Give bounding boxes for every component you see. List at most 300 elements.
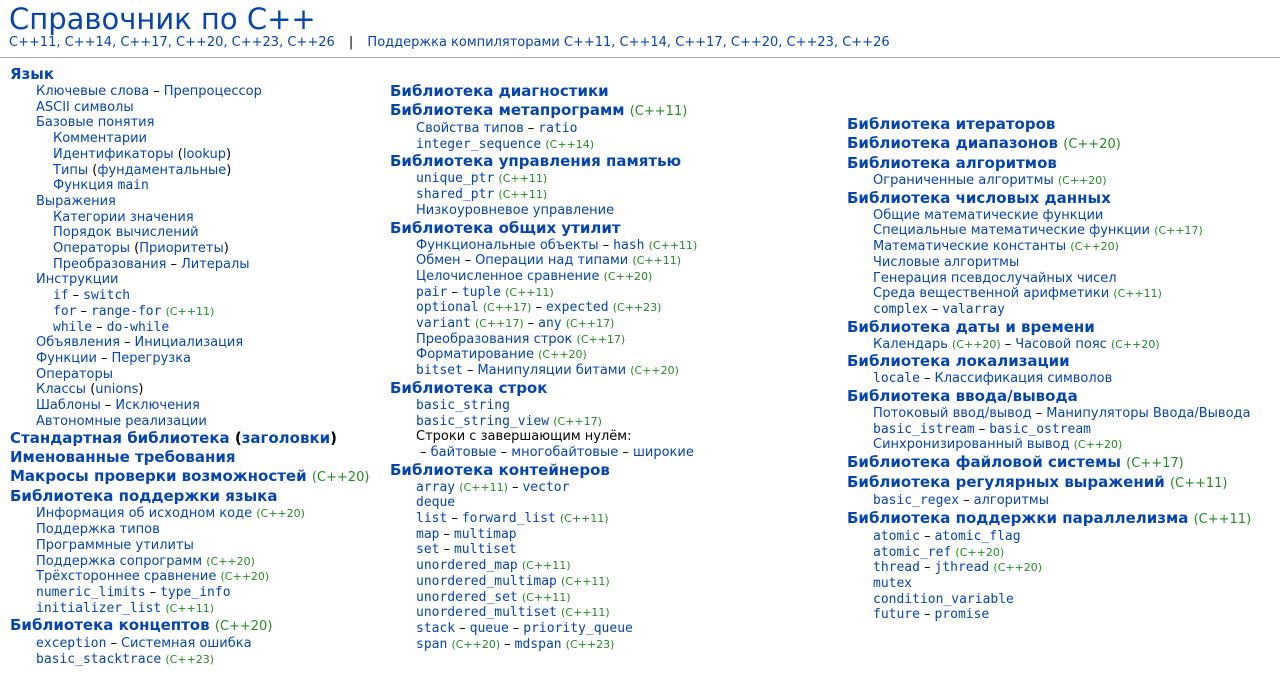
version-tag: (C++17) — [565, 317, 615, 331]
separator-dash: – — [170, 256, 177, 272]
list-item — [10, 210, 380, 226]
code-link[interactable]: mutex — [873, 575, 913, 591]
code-link[interactable]: switch — [83, 288, 131, 304]
code-link[interactable]: multiset — [453, 542, 517, 558]
compiler-support-link[interactable]: Поддержка компиляторами C++11, C++14, C++17, C++20, C++23, C++26 — [367, 35, 890, 50]
list-item — [390, 137, 830, 153]
list-item — [10, 194, 380, 210]
separator-dash: – — [923, 528, 931, 544]
code-link[interactable]: set — [416, 542, 440, 558]
separator-dash: – — [931, 301, 939, 317]
section-heading-link[interactable]: Библиотека файловой системы — [847, 453, 1121, 472]
section-heading-link[interactable]: Библиотека управления памятью — [390, 152, 682, 171]
paren: ( — [229, 429, 242, 448]
plain-text: – — [420, 444, 431, 460]
code-link[interactable]: unordered_map — [416, 558, 518, 574]
code-link[interactable]: shared_ptr — [416, 187, 495, 203]
list-item — [390, 429, 830, 445]
code-link[interactable]: future — [873, 607, 920, 623]
item-link[interactable]: Объявления — [36, 335, 120, 351]
separator-dash: – — [100, 350, 108, 366]
separator-dash: – — [459, 620, 466, 636]
item-link[interactable]: unions — [95, 382, 139, 398]
list-item — [10, 367, 380, 383]
list-item — [847, 493, 1277, 509]
list-item — [847, 437, 1277, 453]
code-link[interactable]: list — [416, 511, 448, 527]
plain-text: ) — [138, 382, 144, 398]
list-item — [10, 398, 380, 414]
list-item — [10, 414, 380, 430]
version-tag: (C++11) — [498, 188, 548, 202]
item-link[interactable]: Инструкции — [36, 272, 119, 288]
item-link[interactable]: Трёхстороннее сравнение — [36, 569, 217, 585]
section-heading-link[interactable]: Библиотека итераторов — [847, 115, 1056, 133]
list-item — [847, 592, 1277, 608]
list-item — [390, 398, 830, 414]
item-link[interactable]: Идентификаторы — [53, 146, 174, 162]
separator-dash: – — [464, 253, 472, 269]
section-heading — [390, 379, 830, 398]
item-link[interactable]: Классы — [36, 382, 87, 398]
separator-dash: – — [923, 607, 931, 623]
section-heading — [390, 152, 830, 171]
code-link[interactable]: atomic_ref — [873, 544, 952, 560]
version-tag: (C++11) — [1169, 476, 1228, 492]
item-link[interactable]: Общие математические функции — [873, 207, 1104, 223]
list-item — [390, 511, 830, 527]
list-item — [10, 506, 380, 522]
item-link[interactable]: Ограниченные алгоритмы — [873, 173, 1054, 188]
item-link[interactable]: Свойства типов — [416, 121, 524, 136]
item-link[interactable]: Типы — [53, 162, 89, 178]
section-heading-link[interactable]: Библиотека ввода/вывода — [847, 387, 1078, 406]
section-heading-link[interactable]: Библиотека диагностики — [390, 82, 609, 100]
section-heading-link[interactable]: Библиотека числовых данных — [847, 188, 1111, 207]
plain-text: – — [618, 444, 633, 460]
section-heading-link[interactable]: Библиотека метапрограмм — [390, 101, 625, 119]
version-tag: (C++11) — [498, 172, 548, 186]
list-item — [847, 223, 1277, 239]
section-heading-link[interactable]: Библиотека общих утилит — [390, 218, 621, 237]
section-heading — [847, 473, 1277, 493]
section-heading — [390, 82, 830, 101]
item-link[interactable]: Порядок вычислений — [53, 225, 199, 241]
code-link[interactable]: condition_variable — [873, 591, 1014, 607]
list-item — [390, 203, 830, 219]
column-1 — [10, 65, 380, 668]
section-heading — [847, 352, 1277, 371]
list-item — [10, 115, 380, 131]
subtitle-separator: | — [348, 35, 354, 50]
code-link[interactable]: basic_stacktrace — [36, 652, 162, 668]
version-tag: (C++17) — [553, 414, 602, 428]
list-item — [390, 414, 830, 430]
item-link[interactable]: Числовые алгоритмы — [873, 254, 1020, 270]
code-link[interactable]: range-for — [90, 303, 162, 319]
item-link[interactable]: Операции над типами — [475, 253, 629, 269]
section-heading-link[interactable]: Библиотека регулярных выражений — [847, 473, 1165, 492]
header-divider — [0, 57, 1280, 58]
code-link[interactable]: unordered_multimap — [416, 573, 557, 589]
code-link[interactable]: basic_istream — [873, 421, 975, 437]
plain-text: Строки с завершающим нулём: — [416, 429, 632, 445]
separator-dash: – — [80, 303, 87, 319]
item-link[interactable]: ASCII символы — [36, 99, 134, 115]
version-tag: (C++20) — [1110, 337, 1160, 351]
item-link[interactable]: Преобразования — [53, 256, 167, 272]
separator-dash: – — [104, 398, 112, 414]
item-link[interactable]: Синхронизированный вывод — [873, 437, 1070, 453]
version-tag: (C++11) — [521, 559, 571, 573]
list-item — [390, 363, 830, 379]
code-link[interactable]: expected — [545, 300, 609, 316]
version-tag: (C++23) — [612, 301, 662, 315]
section-heading — [390, 219, 830, 238]
item-link[interactable]: Среда вещественной арифметики — [873, 286, 1110, 302]
separator-dash: – — [535, 300, 542, 316]
code-link[interactable]: basic_regex — [873, 493, 960, 509]
list-item — [10, 522, 380, 538]
item-link[interactable]: Поддержка типов — [36, 522, 160, 538]
version-tag: (C++11) — [165, 601, 215, 615]
item-link[interactable]: Функция — [53, 178, 118, 194]
section-heading-link[interactable]: Библиотека концептов — [10, 616, 210, 635]
code-link[interactable]: main — [117, 178, 149, 194]
item-link[interactable]: Исключения — [115, 398, 200, 414]
item-link[interactable]: Функциональные объекты — [416, 237, 599, 253]
item-link[interactable]: Низкоуровневое управление — [416, 202, 615, 218]
section-heading-link[interactable]: Библиотека поддержки языка — [10, 487, 278, 506]
list-item — [10, 304, 380, 320]
separator-dash: – — [72, 288, 80, 304]
version-tag: (C++20) — [1063, 137, 1121, 152]
code-link[interactable]: unordered_set — [416, 589, 518, 605]
plain-text: ( — [88, 162, 98, 178]
code-link[interactable]: type_info — [160, 584, 231, 600]
version-tag: (C++11) — [648, 238, 698, 252]
code-link[interactable]: for — [53, 303, 77, 319]
version-tag: (C++20) — [311, 470, 370, 486]
code-link[interactable]: deque — [416, 495, 456, 511]
code-link[interactable]: array — [416, 479, 456, 495]
page-title: Справочник по C++ — [9, 2, 316, 36]
item-link[interactable]: Манипуляторы Ввода/Вывода — [1046, 406, 1251, 422]
section-heading-link[interactable]: Библиотека строк — [390, 378, 548, 397]
section-heading-link[interactable]: Библиотека алгоритмов — [847, 154, 1057, 172]
section-heading — [10, 448, 380, 467]
version-tag: (C++11) — [521, 590, 571, 604]
version-tag: (C++20) — [955, 545, 1005, 559]
code-link[interactable]: numeric_limits — [36, 584, 146, 600]
list-item — [390, 347, 830, 363]
version-tag: (C++23) — [565, 637, 615, 651]
item-link[interactable]: Комментарии — [53, 131, 147, 147]
version-tag: (C++20) — [256, 507, 305, 521]
item-link[interactable]: Форматирование — [416, 347, 534, 363]
code-link[interactable]: tuple — [461, 284, 501, 300]
code-link[interactable]: while — [53, 319, 93, 335]
section-heading — [847, 189, 1277, 208]
item-link[interactable]: Категории значения — [53, 209, 194, 225]
separator-dash: – — [153, 84, 160, 99]
separator-dash: – — [527, 316, 535, 332]
version-tag: (C++23) — [165, 653, 215, 667]
list-item — [847, 302, 1277, 318]
code-link[interactable]: basic_string_view — [416, 413, 550, 429]
item-link[interactable]: Приоритеты — [139, 241, 224, 257]
separator-dash: – — [443, 526, 450, 542]
list-item — [847, 422, 1277, 438]
list-item — [390, 605, 830, 621]
section-heading — [10, 65, 380, 84]
item-link[interactable]: Поддержка сопрограмм — [36, 553, 203, 569]
code-link[interactable]: jthread — [934, 560, 990, 576]
list-item — [390, 542, 830, 558]
code-link[interactable]: basic_string — [416, 397, 510, 413]
separator-dash: – — [443, 542, 450, 558]
item-link[interactable]: Специальные математические функции — [873, 223, 1151, 239]
version-tag: (C++11) — [1113, 287, 1162, 301]
list-item — [390, 637, 830, 653]
item-link[interactable]: Операторы — [36, 366, 113, 382]
item-link[interactable]: многобайтовые — [511, 444, 619, 460]
item-link[interactable]: Автономные реализации — [36, 413, 207, 429]
code-link[interactable]: integer_sequence — [416, 136, 542, 152]
list-item — [390, 171, 830, 187]
section-heading-link[interactable]: Именованные требования — [10, 448, 236, 467]
separator-dash: – — [963, 493, 970, 509]
separator-dash: – — [124, 335, 131, 351]
version-tag: (C++20) — [630, 364, 679, 378]
list-item — [847, 607, 1277, 623]
separator-dash: – — [466, 363, 474, 379]
section-heading — [390, 101, 830, 121]
code-link[interactable]: complex — [873, 301, 928, 317]
version-tag: (C++17) — [1126, 456, 1184, 472]
list-item — [390, 574, 830, 590]
separator-dash: – — [96, 319, 103, 335]
version-tag: (C++20) — [214, 619, 273, 635]
list-item — [10, 585, 380, 601]
separator-dash: – — [504, 636, 511, 652]
list-item — [390, 621, 830, 637]
section-heading-link[interactable]: Макросы проверки возможностей — [10, 467, 307, 486]
column-2 — [390, 82, 830, 652]
list-item — [10, 272, 380, 288]
section-heading-link[interactable]: Библиотека даты и времени — [847, 317, 1095, 336]
code-link[interactable]: promise — [934, 607, 990, 623]
section-heading-link[interactable]: Стандартная библиотека — [10, 429, 230, 448]
list-item — [390, 445, 830, 461]
list-item — [10, 652, 380, 668]
separator-dash: – — [451, 511, 458, 527]
code-link[interactable]: variant — [416, 316, 471, 332]
item-link[interactable]: байтовые — [430, 444, 497, 460]
version-tag: (C++20) — [1073, 438, 1123, 452]
item-link[interactable]: Генерация псевдослучайных чисел — [873, 270, 1117, 286]
versions-link[interactable]: C++11, C++14, C++17, C++20, C++23, C++26 — [9, 35, 335, 50]
separator-dash: – — [602, 237, 610, 253]
separator-dash: – — [451, 284, 458, 300]
list-item — [390, 527, 830, 543]
item-link[interactable]: Шаблоны — [36, 398, 101, 414]
list-item — [847, 208, 1277, 224]
code-link[interactable]: optional — [416, 300, 479, 316]
section-heading — [10, 467, 380, 487]
separator-dash: – — [923, 371, 931, 387]
item-link[interactable]: Часовой пояс — [1015, 336, 1107, 352]
item-link[interactable]: Математические константы — [873, 239, 1067, 255]
code-link[interactable]: ratio — [538, 121, 578, 136]
list-item — [10, 636, 380, 652]
version-tag: (C++14) — [545, 137, 595, 151]
list-item — [390, 187, 830, 203]
list-item — [847, 560, 1277, 576]
list-item — [847, 337, 1277, 353]
list-item — [10, 241, 380, 257]
code-link[interactable]: any — [538, 316, 562, 332]
list-item — [10, 100, 380, 116]
version-tag: (C++11) — [629, 104, 688, 119]
list-item — [847, 286, 1277, 302]
code-link[interactable]: basic_ostream — [989, 421, 1091, 437]
version-tag: (C++20) — [952, 337, 1001, 351]
item-link[interactable]: Манипуляции битами — [477, 363, 627, 379]
item-link[interactable]: Потоковый ввод/вывод — [873, 406, 1032, 422]
item-link[interactable]: Обмен — [416, 253, 461, 269]
headers-link[interactable]: заголовки — [241, 429, 331, 448]
code-link[interactable]: priority_queue — [523, 620, 633, 636]
list-item — [390, 558, 830, 574]
version-tag: (C++20) — [1057, 174, 1107, 187]
code-link[interactable]: do-while — [106, 319, 170, 335]
code-link[interactable]: initializer_list — [36, 600, 162, 616]
list-item — [390, 285, 830, 301]
code-link[interactable]: bitset — [416, 363, 463, 379]
list-item — [10, 257, 380, 273]
item-link[interactable]: широкие — [633, 444, 694, 460]
code-link[interactable]: queue — [469, 620, 509, 636]
version-tag: (C++17) — [576, 332, 626, 346]
list-item — [847, 271, 1277, 287]
item-link[interactable]: Инициализация — [134, 335, 244, 351]
item-link[interactable]: Преобразования строк — [416, 331, 573, 347]
code-link[interactable]: valarray — [942, 301, 1005, 317]
section-heading — [10, 487, 380, 506]
code-link[interactable]: pair — [416, 284, 448, 300]
code-link[interactable]: atomic_flag — [934, 528, 1021, 544]
separator-dash: – — [511, 479, 519, 495]
list-item — [847, 406, 1277, 422]
code-link[interactable]: stack — [416, 620, 456, 636]
code-link[interactable]: hash — [613, 237, 645, 253]
section-heading-link[interactable]: Язык — [10, 65, 55, 83]
list-item — [847, 255, 1277, 271]
section-heading-link[interactable]: Библиотека поддержки параллелизма — [847, 508, 1189, 527]
code-link[interactable]: map — [416, 526, 440, 542]
item-link[interactable]: Ключевые слова — [36, 84, 150, 99]
item-link[interactable]: фундаментальные — [97, 162, 227, 178]
section-heading — [847, 134, 1277, 154]
section-heading — [847, 509, 1277, 529]
code-link[interactable]: exception — [36, 636, 107, 652]
section-heading — [10, 616, 380, 636]
code-link[interactable]: if — [53, 288, 69, 304]
list-item — [847, 239, 1277, 255]
item-link[interactable]: Информация об исходном коде — [36, 506, 253, 522]
item-link[interactable]: Календарь — [873, 336, 948, 352]
separator-dash: – — [1004, 336, 1012, 352]
version-tag: (C++20) — [993, 561, 1043, 575]
item-link[interactable]: Классификация символов — [934, 371, 1113, 387]
section-heading-link[interactable]: Библиотека локализации — [847, 352, 1070, 371]
plain-text: ) — [223, 241, 229, 257]
list-item — [847, 545, 1277, 561]
code-link[interactable]: span — [416, 636, 448, 652]
separator-dash: – — [512, 620, 520, 636]
item-link[interactable]: Операторы — [53, 241, 130, 257]
version-tag: (C++11) — [632, 254, 682, 268]
section-heading-link[interactable]: Библиотека диапазонов — [847, 134, 1059, 152]
version-tag: (C++11) — [505, 285, 554, 299]
item-link[interactable]: Литералы — [180, 256, 250, 272]
item-link[interactable]: Функции — [36, 350, 97, 366]
item-link[interactable]: Базовые понятия — [36, 115, 155, 131]
item-link[interactable]: lookup — [182, 146, 227, 162]
version-tag: (C++11) — [459, 480, 508, 494]
code-link[interactable]: vector — [522, 479, 570, 495]
list-item — [10, 538, 380, 554]
code-link[interactable]: mdspan — [514, 636, 562, 652]
item-link[interactable]: алгоритмы — [973, 493, 1049, 509]
list-item — [10, 601, 380, 617]
code-link[interactable]: thread — [873, 560, 920, 576]
section-heading-link[interactable]: Библиотека контейнеров — [390, 460, 610, 479]
version-tag: (C++20) — [603, 269, 653, 283]
separator-dash: – — [110, 636, 117, 652]
item-link[interactable]: Программные утилиты — [36, 537, 194, 553]
version-tag: (C++11) — [561, 574, 610, 588]
item-link[interactable]: Выражения — [36, 193, 116, 209]
plain-text: ) — [226, 162, 232, 178]
item-link[interactable]: Препроцессор — [163, 84, 262, 99]
version-tag: (C++11) — [559, 512, 609, 526]
plain-text: – — [496, 444, 512, 460]
code-link[interactable]: unordered_multiset — [416, 605, 557, 621]
column-3 — [847, 115, 1277, 623]
list-item — [390, 269, 830, 285]
list-item — [10, 225, 380, 241]
version-tag: (C++20) — [538, 348, 587, 362]
paren: ) — [330, 429, 338, 448]
item-link[interactable]: Перегрузка — [111, 350, 192, 366]
code-link[interactable]: atomic — [873, 528, 920, 544]
version-tag: (C++20) — [1070, 240, 1119, 254]
list-item — [847, 173, 1277, 189]
item-link[interactable]: Целочисленное сравнение — [416, 268, 600, 284]
list-item — [10, 131, 380, 147]
code-link[interactable]: forward_list — [461, 511, 556, 527]
list-item — [10, 351, 380, 367]
list-item — [390, 253, 830, 269]
section-heading — [847, 387, 1277, 406]
code-link[interactable]: unique_ptr — [416, 171, 495, 187]
code-link[interactable]: locale — [873, 371, 920, 387]
list-item — [10, 84, 380, 100]
code-link[interactable]: multimap — [453, 526, 517, 542]
item-link[interactable]: Системная ошибка — [120, 636, 252, 652]
